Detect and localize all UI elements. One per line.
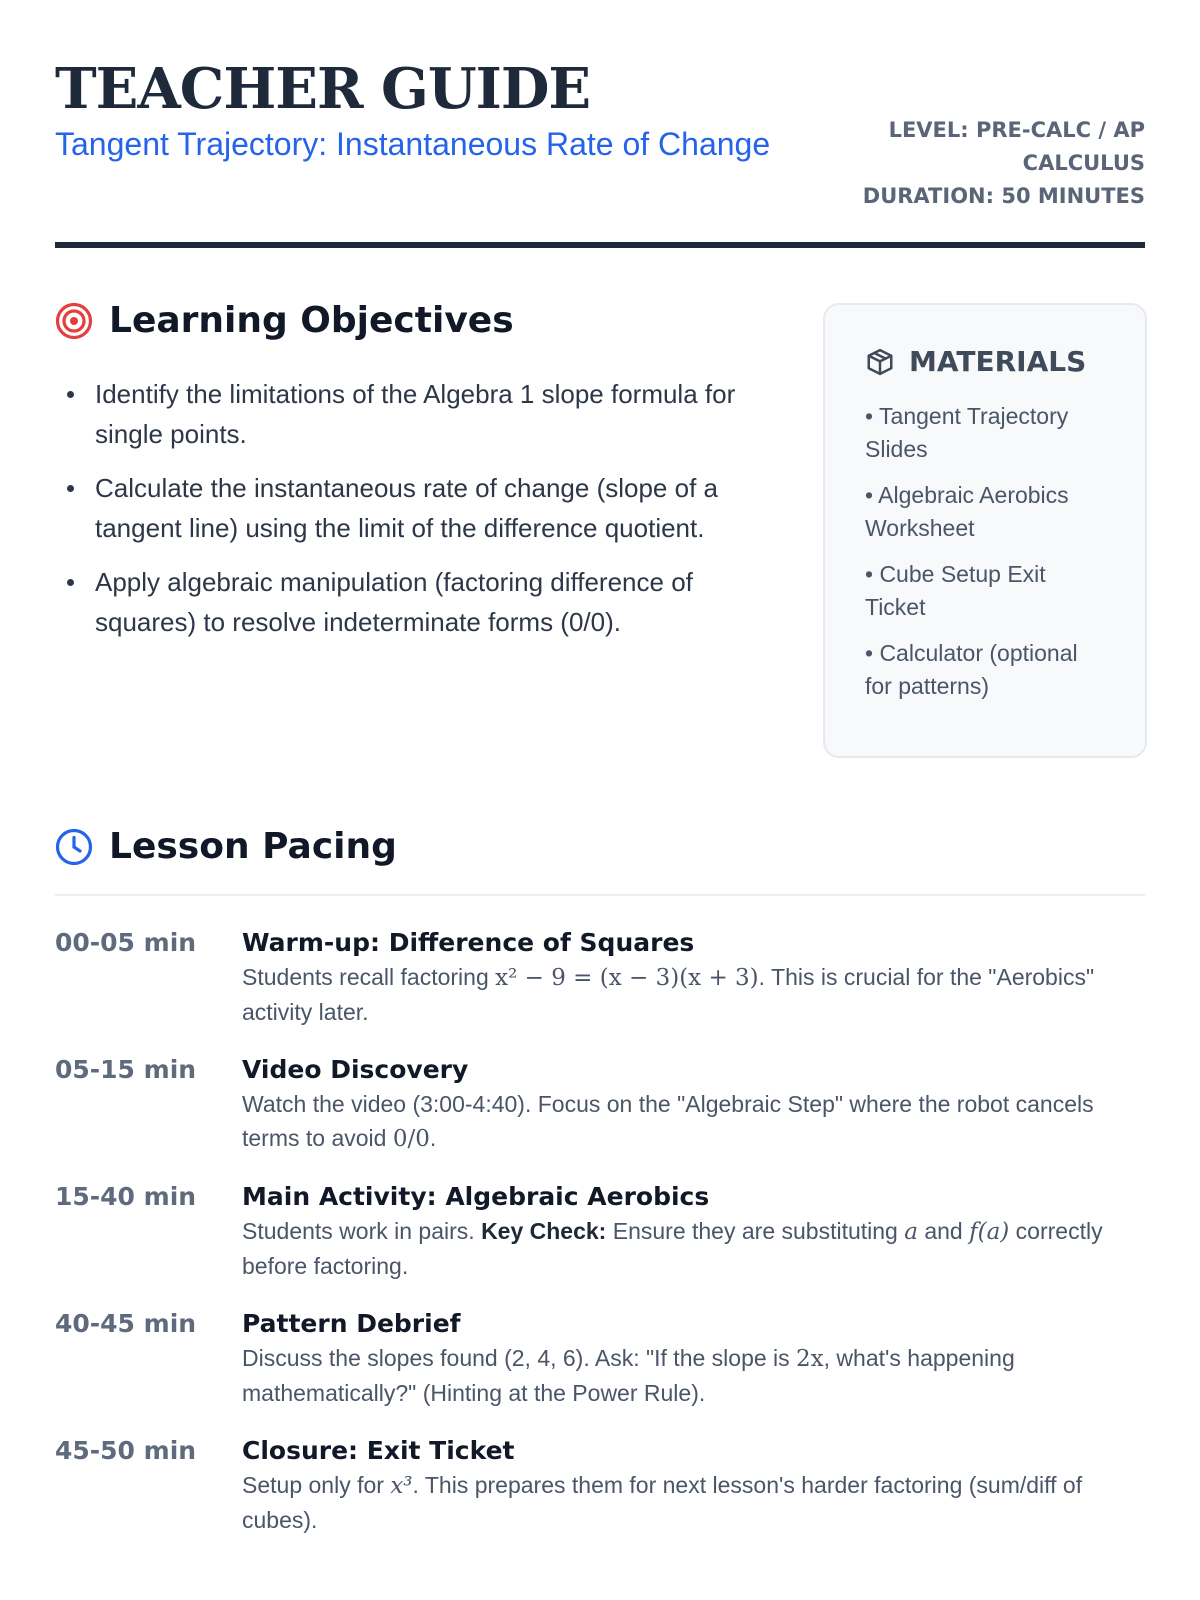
desc-text: .	[429, 1125, 437, 1151]
pacing-divider	[55, 894, 1145, 896]
pacing-heading-text: Video Discovery	[242, 1055, 469, 1084]
materials-card	[823, 303, 1147, 758]
materials-title: MATERIALS	[909, 345, 1087, 378]
materials-heading	[865, 345, 1109, 378]
pacing-row	[55, 1180, 1145, 1283]
pacing-description	[242, 1468, 1145, 1537]
desc-text: Ensure they are substituting	[606, 1218, 905, 1244]
pacing-list	[55, 926, 1145, 1561]
pacing-heading-text: Main Activity: Algebraic Aerobics	[242, 1182, 710, 1211]
desc-text: Watch the video (3:00-4:40). Focus on the "Algebraic Step" where the robot cancels terms to avoid	[242, 1091, 1094, 1151]
material-item: • Cube Setup Exit Ticket	[865, 561, 1046, 620]
level-label: LEVEL: PRE-CALC / AP CALCULUS	[888, 118, 1145, 175]
pacing-row	[55, 1434, 1145, 1537]
pacing-heading	[55, 826, 397, 867]
material-item: • Tangent Trajectory Slides	[865, 403, 1069, 462]
header	[55, 0, 1145, 248]
pacing-title: Lesson Pacing	[109, 826, 397, 867]
pacing-heading-text: Warm-up: Difference of Squares	[242, 928, 695, 957]
pacing-time: 00-05 min	[55, 928, 197, 957]
desc-text: and	[917, 1218, 970, 1244]
desc-text: . This is crucial for the "Aerobics" activity later.	[242, 964, 1095, 1025]
desc-text: , what's happening mathematically?" (Hinting at the Power Rule).	[242, 1345, 1015, 1406]
materials-list	[865, 400, 1109, 703]
clock-icon	[55, 828, 93, 866]
desc-text: Discuss the slopes found (2, 4, 6). Ask: "If the slope is	[242, 1345, 797, 1371]
objectives-title: Learning Objectives	[109, 300, 514, 341]
math-expression: a	[904, 1219, 918, 1245]
desc-text: Setup only for	[242, 1472, 391, 1498]
objectives-heading	[55, 300, 514, 341]
pacing-row	[55, 1053, 1145, 1156]
pacing-time: 15-40 min	[55, 1182, 197, 1211]
math-expression: x³	[390, 1473, 413, 1499]
pacing-time: 40-45 min	[55, 1309, 197, 1338]
duration-label: DURATION: 50 MINUTES	[862, 184, 1145, 208]
target-icon	[55, 302, 93, 340]
pacing-description	[242, 1087, 1145, 1156]
desc-text: . This prepares them for next lesson's harder factoring (sum/diff of cubes).	[242, 1472, 1083, 1533]
objective-item: Apply algebraic manipulation (factoring difference of squares) to resolve indeterminate forms (0/0).	[55, 562, 775, 642]
objectives-list	[55, 374, 775, 656]
page-title: TEACHER GUIDE	[55, 56, 591, 122]
package-icon	[865, 347, 895, 377]
math-expression: x² − 9 = (x − 3)(x + 3)	[495, 965, 759, 991]
lesson-subtitle: Tangent Trajectory: Instantaneous Rate of Change	[55, 126, 771, 162]
pacing-time: 05-15 min	[55, 1055, 197, 1084]
pacing-description	[242, 960, 1145, 1029]
desc-text: correctly before factoring.	[242, 1218, 1103, 1279]
pacing-row	[55, 926, 1145, 1029]
material-item: • Calculator (optional for patterns)	[865, 640, 1078, 699]
lesson-meta	[845, 114, 1145, 213]
key-check-label: Key Check:	[481, 1218, 607, 1244]
pacing-heading-text: Closure: Exit Ticket	[242, 1436, 515, 1465]
material-item: • Algebraic Aerobics Worksheet	[865, 482, 1069, 541]
desc-text: Students recall factoring	[242, 964, 496, 990]
desc-text: Students work in pairs.	[242, 1218, 482, 1244]
pacing-heading-text: Pattern Debrief	[242, 1309, 461, 1338]
math-expression: f(a)	[969, 1219, 1010, 1245]
objective-item: Calculate the instantaneous rate of change (slope of a tangent line) using the limit of the difference quotient.	[55, 468, 775, 548]
math-expression: 2x	[796, 1346, 824, 1372]
math-expression: 0/0	[392, 1126, 430, 1152]
objective-item: Identify the limitations of the Algebra 1 slope formula for single points.	[55, 374, 775, 454]
pacing-description	[242, 1214, 1145, 1283]
pacing-description	[242, 1341, 1145, 1410]
pacing-row	[55, 1307, 1145, 1410]
pacing-time: 45-50 min	[55, 1436, 197, 1465]
